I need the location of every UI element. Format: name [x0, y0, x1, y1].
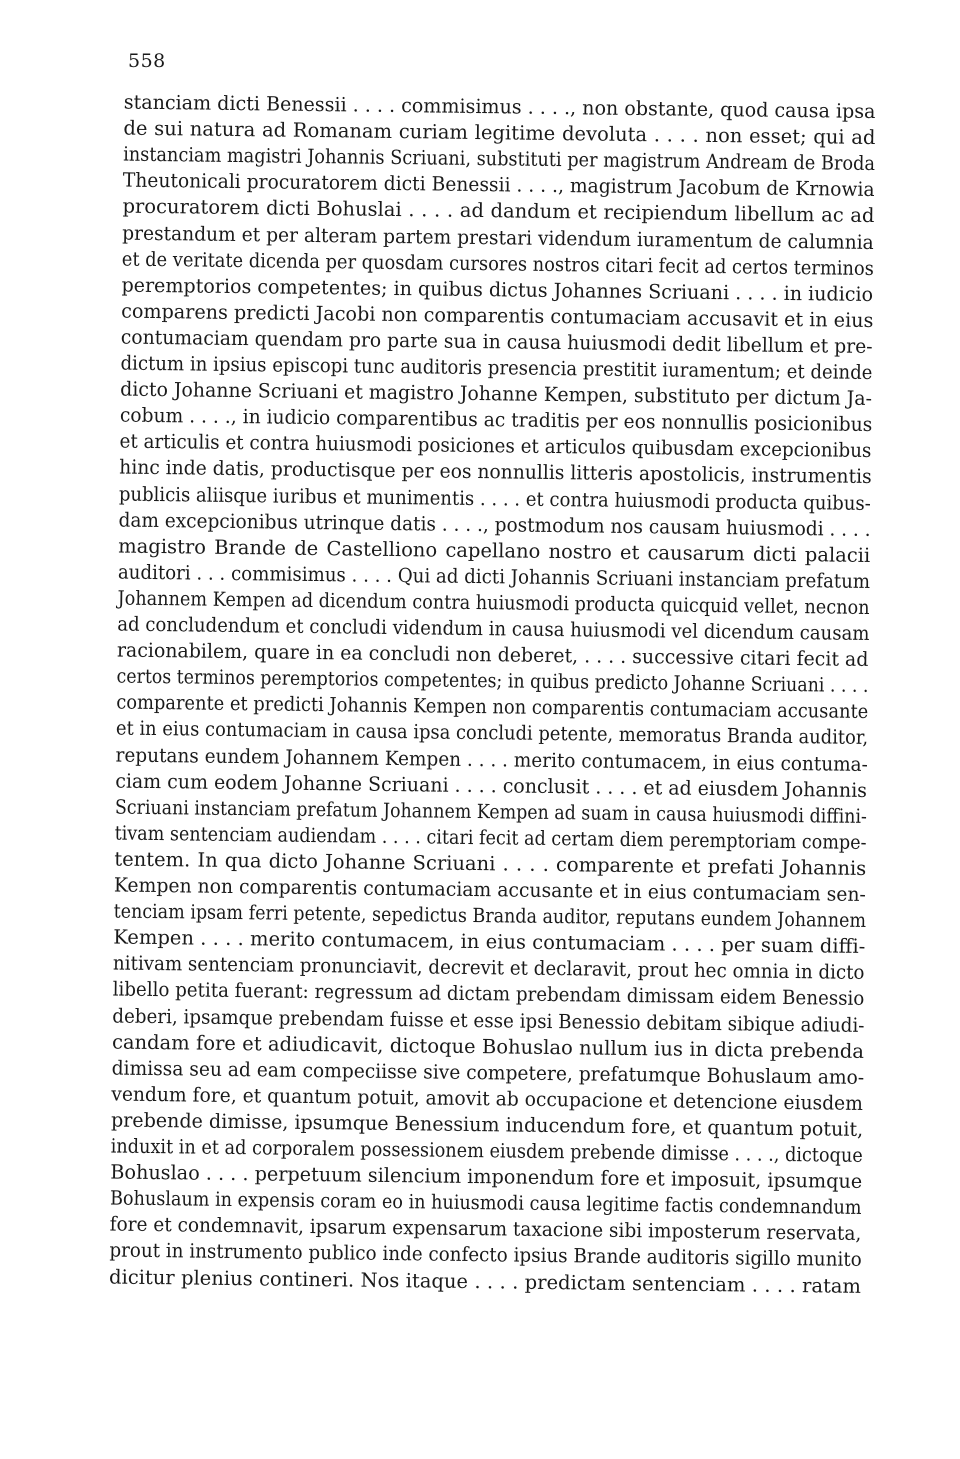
text-line: prout in instrumento publico inde confecto ipsius Brande auditoris sigillo munito: [109, 1238, 862, 1272]
body-text: [0, 88, 960, 1298]
text-line: prestandum et per alteram partem prestari videndum iuramentum de calumnia: [122, 221, 874, 254]
text-line: de sui natura ad Romanam curiam legitime devoluta . . . . non esset; qui ad: [123, 116, 876, 150]
text-line: dimissa seu ad eam compeciisse sive competere, prefatumque Bohuslaum amo-: [111, 1056, 865, 1089]
text-line: deberi, ipsamque prebendam fuisse et esse ipsi Benessio debitam sibique adiudi-: [112, 1003, 865, 1037]
text-line: libello petita fuerant: regressum ad dictam prebendam dimissam eidem Benessio: [112, 977, 865, 1011]
text-line: hinc inde datis, productisque per eos nonnullis litteris apostolicis, instrumentis: [119, 455, 872, 489]
text-line: ciam cum eodem Johanne Scriuani . . . . conclusit . . . . et ad eiusdem Johannis: [115, 769, 868, 802]
text-line: procuratorem dicti Bohuslai . . . . ad dandum et recipiendum libellum ac ad: [122, 194, 875, 228]
text-line: et articulis et contra huiusmodi posiciones et articulos quibusdam excepcionibus: [119, 429, 872, 463]
text-line: Bohuslaum in expensis coram eo in huiusmodi causa legitime factis condemnandum: [109, 1186, 862, 1220]
text-line: instanciam magistri Johannis Scriuani, substituti per magistrum Andream de Broda: [123, 142, 876, 176]
text-line: publicis aliisque iuribus et munimentis . . . . et contra huiusmodi producta quibus-: [118, 482, 871, 515]
text-line: reputans eundem Johannem Kempen . . . . merito contumacem, in eius contuma-: [115, 743, 869, 776]
text-line: dicitur plenius contineri. Nos itaque . . . . predictam sentenciam . . . . ratam: [108, 1264, 862, 1298]
text-line: induxit in et ad corporalem possessionem eiusdem prebende dimisse . . . ., dictoque: [110, 1134, 863, 1167]
text-line: et de veritate dicenda per quosdam cursores nostros citari fecit ad certos terminos: [121, 247, 874, 280]
text-line: Bohuslao . . . . perpetuum silencium imponendum fore et imposuit, ipsumque: [110, 1160, 863, 1194]
text-line: cobum . . . ., in iudicio comparentibus ac traditis per eos nonnullis posicionibus: [119, 403, 873, 437]
text-line: racionabilem, quare in ea concludi non deberet, . . . . successive citari fecit ad: [116, 638, 869, 672]
text-line: tivam sentenciam audiendam . . . . citari fecit ad certam diem peremptoriam compe-: [114, 821, 867, 854]
text-line: ad concludendum et concludi videndum in causa huiusmodi vel dicendum causam: [117, 612, 870, 645]
text-line: certos terminos peremptorios competentes; in quibus predicto Johanne Scriuani . . . .: [116, 664, 869, 698]
text-line: tenciam ipsam ferri petente, sepedictus Branda auditor, reputans eundem Johannem: [113, 899, 867, 933]
text-line: nitivam sentenciam pronunciavit, decrevit et declaravit, prout hec omnia in dicto: [112, 951, 865, 985]
text-line: auditori . . . commisimus . . . . Qui ad dicti Johannis Scriuani instanciam prefatum: [117, 560, 871, 593]
text-line: candam fore et adiudicavit, dictoque Bohuslao nullum ius in dicta prebenda: [111, 1030, 865, 1063]
text-line: dictum in ipsius episcopi tunc auditoris presencia prestitit iuramentum; et deinde: [120, 351, 873, 384]
text-line: Kempen non comparentis contumaciam accusante et in eius contumaciam sen-: [113, 873, 866, 906]
text-line: magistro Brande de Castelliono capellano nostro et causarum dicti palacii: [118, 534, 871, 567]
text-line: Johannem Kempen ad dicendum contra huiusmodi producta quicquid vellet, necnon: [117, 586, 870, 619]
text-line: Theutonicali procuratorem dicti Benessii . . . ., magistrum Jacobum de Krnowia: [122, 168, 875, 202]
text-line: Kempen . . . . merito contumacem, in eius contumaciam . . . . per suam diffi-: [113, 925, 866, 959]
text-line: contumaciam quendam pro parte sua in causa huiusmodi dedit libellum et pre-: [120, 325, 873, 358]
text-line: dam excepcionibus utrinque datis . . . ., postmodum nos causam huiusmodi . . . .: [118, 508, 871, 541]
text-line: dicto Johanne Scriuani et magistro Johanne Kempen, substituto per dictum Ja-: [120, 377, 873, 411]
text-line: tentem. In qua dicto Johanne Scriuani . . . . comparente et prefati Johannis: [114, 847, 867, 880]
text-line: vendum fore, et quantum potuit, amovit ab occupacione et detencione eiusdem: [111, 1082, 864, 1115]
text-line: comparente et predicti Johannis Kempen non comparentis contumaciam accusante: [116, 690, 869, 724]
text-line: et in eius contumaciam in causa ipsa concludi petente, memoratus Branda auditor,: [115, 716, 869, 750]
text-line: fore et condemnavit, ipsarum expensarum taxacione sibi imposterum reservata,: [109, 1212, 862, 1246]
text-line: stanciam dicti Benessii . . . . commisimus . . . ., non obstante, quod causa ipsa: [123, 90, 876, 124]
page-number: 558: [128, 50, 166, 72]
text-line: peremptorios competentes; in quibus dictus Johannes Scriuani . . . . in iudicio: [121, 273, 874, 306]
text-line: Scriuani instanciam prefatum Johannem Kempen ad suam in causa huiusmodi diffini-: [114, 795, 868, 828]
text-line: prebende dimisse, ipsumque Benessium inducendum fore, et quantum potuit,: [110, 1108, 864, 1141]
text-line: comparens predicti Jacobi non comparentis contumaciam accusavit et in eius: [121, 299, 874, 332]
